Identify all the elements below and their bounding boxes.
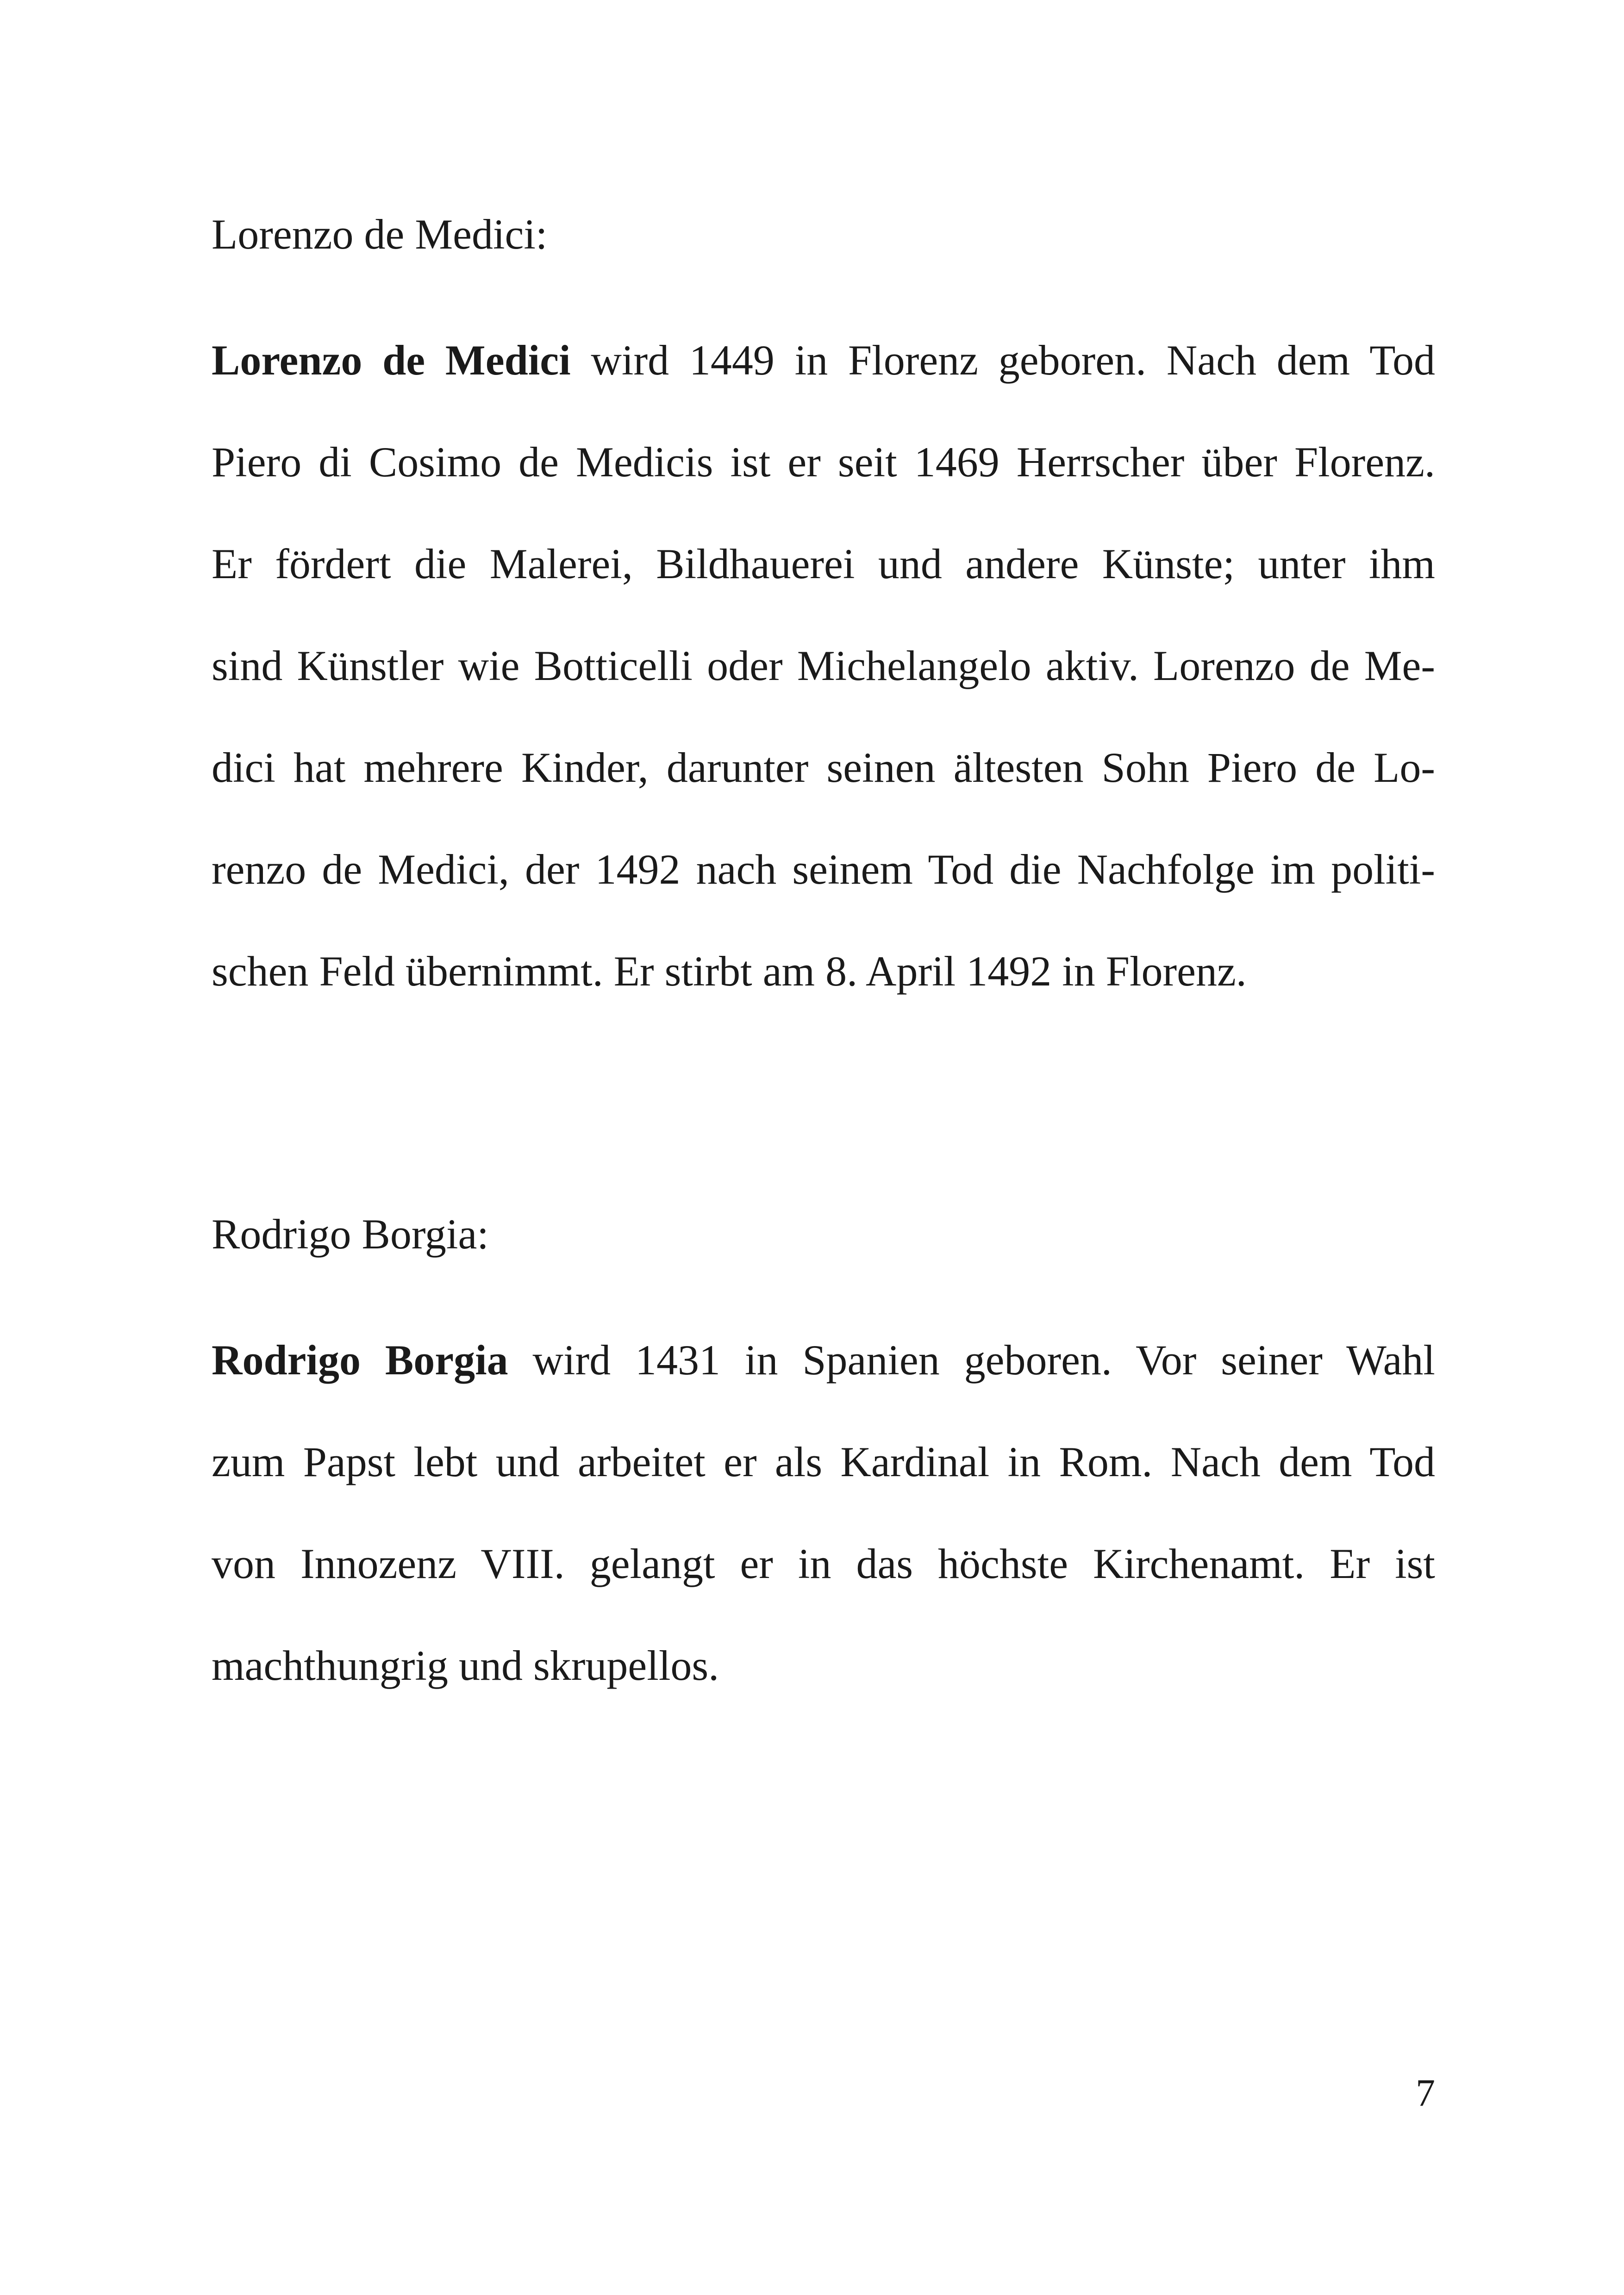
- paragraph-line: dici hat mehrere Kinder, darunter seinen ältesten Sohn Piero de Lo-: [212, 744, 1435, 791]
- page-number: 7: [1416, 2071, 1435, 2114]
- paragraph-line: schen Feld übernimmt. Er stirbt am 8. April 1492 in Florenz.: [212, 948, 1247, 995]
- paragraph-line: machthungrig und skrupellos.: [212, 1642, 719, 1689]
- paragraph-line: sind Künstler wie Botticelli oder Michelangelo aktiv. Lorenzo de Me-: [212, 642, 1435, 689]
- paragraph-rodrigo: [212, 1309, 1435, 1716]
- paragraph-line: Rodrigo Borgia wird 1431 in Spanien geboren. Vor seiner Wahl: [212, 1336, 1435, 1384]
- paragraph-lorenzo: [212, 309, 1435, 1022]
- section-heading-rodrigo: Rodrigo Borgia:: [212, 1210, 489, 1258]
- paragraph-line: Lorenzo de Medici wird 1449 in Florenz geboren. Nach dem Tod: [212, 337, 1435, 384]
- bold-name: Lorenzo de Medici: [212, 337, 571, 384]
- section-heading-lorenzo: Lorenzo de Medici:: [212, 211, 548, 258]
- paragraph-line: Piero di Cosimo de Medicis ist er seit 1469 Herrscher über Florenz.: [212, 438, 1435, 486]
- paragraph-line: Er fördert die Malerei, Bildhauerei und andere Künste; unter ihm: [212, 540, 1435, 587]
- paragraph-line: renzo de Medici, der 1492 nach seinem Tod die Nachfolge im politi-: [212, 846, 1435, 893]
- paragraph-line: zum Papst lebt und arbeitet er als Kardinal in Rom. Nach dem Tod: [212, 1438, 1435, 1485]
- paragraph-line: von Innozenz VIII. gelangt er in das höchste Kirchenamt. Er ist: [212, 1540, 1435, 1587]
- bold-name: Rodrigo Borgia: [212, 1336, 508, 1384]
